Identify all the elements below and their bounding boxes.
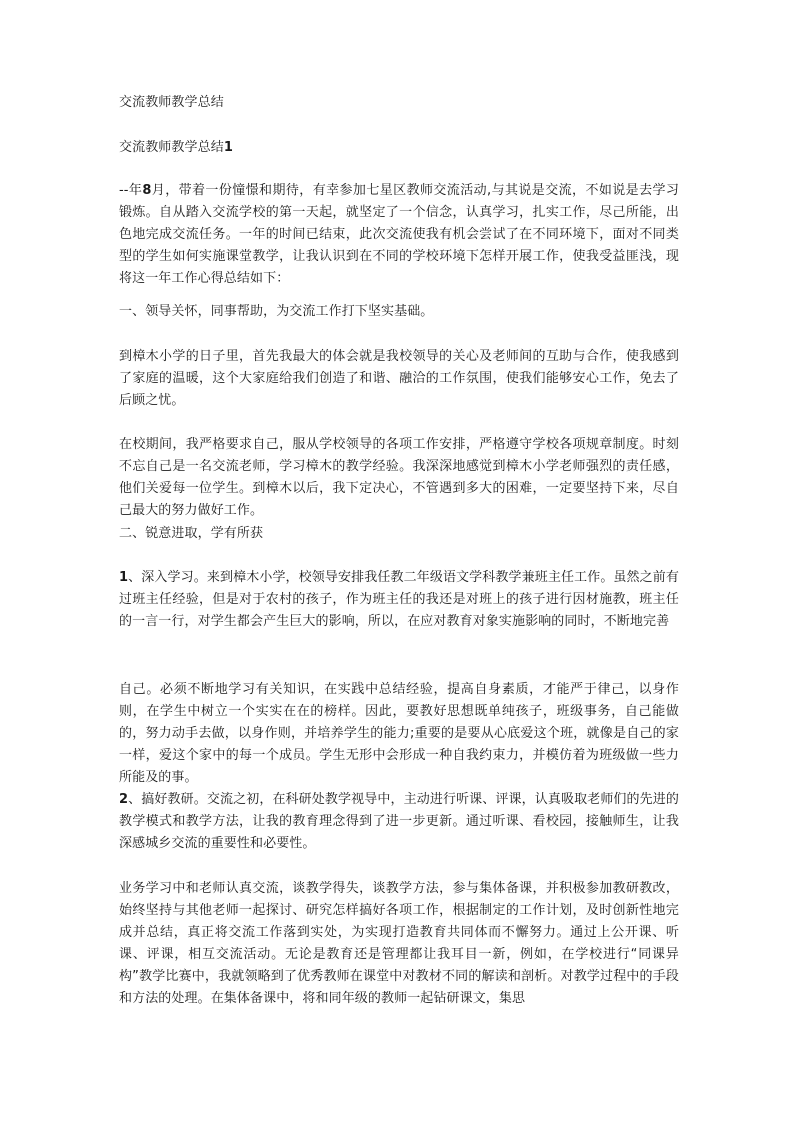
intro-paragraph xyxy=(119,180,679,290)
paragraph-self-improvement: 自己。必须不断地学习有关知识，在实践中总结经验，提高自身素质，才能严于律己，以身作则，在学生中树立一个实实在在的榜样。因此，要教好思想既单纯孩子，班级事务，自己能做的，努力动手去做，以身作则，并培养学生的能力;重要的是要从心底爱这个班，就像是自己的家一样，爱这个家中的每一个成员。学生无形中会形成一种自我约束力，并模仿着为班级做一些力所能及的事。 xyxy=(119,682,679,785)
item-number-2: 2 xyxy=(119,792,129,807)
paragraph-self-discipline: 在校期间，我严格要求自己，服从学校领导的各项工作安排，严格遵守学校各项规章制度。时刻不忘自己是一名交流老师，学习樟木的教学经验。我深深地感觉到樟木小学老师强烈的责任感，他们关爱每一位学生。到樟木以后，我下定决心，不管遇到多大的困难，一定要坚持下来，尽自己最大的努力做好工作。 xyxy=(119,437,679,518)
section-title xyxy=(119,137,679,159)
section-title-text: 交流教师教学总结 xyxy=(119,140,224,155)
intro-month-number: 8 xyxy=(142,183,152,198)
item-number-1: 1 xyxy=(119,570,129,585)
paragraph-professional-exchange: 业务学习中和老师认真交流，谈教学得失，谈教学方法，参与集体备课，并积极参加教研教改，始终坚持与其他老师一起探讨、研究怎样搞好各项工作，根据制定的工作计划，及时创新性地完成并总结，真正将交流工作落到实处，为实现打造教育共同体而不懈努力。通过上公开课、听课、评课，相互交流活动。无论是教育还是管理都让我耳目一新，例如，在学校进行“同课异构”教学比赛中，我就领略到了优秀教师在课堂中对教材不同的解读和剖析。对教学过程中的手段和方法的处理。在集体备课中，将和同年级的教师一起钻研课文，集思 xyxy=(119,881,679,1006)
intro-prefix: --年 xyxy=(119,183,143,198)
paragraph-teaching-research xyxy=(119,789,679,855)
intro-text: 月，带着一份憧憬和期待，有幸参加七星区教师交流活动,与其说是交流，不如说是去学习锻炼。自从踏入交流学校的第一天起，就坚定了一个信念，认真学习，扎实工作，尽己所能，出色地完成交流任务。一年的时间已结束，此次交流使我有机会尝试了在不同环境下，面对不同类型的学生如何实施课堂教学，让我认识到在不同的学校环境下怎样开展工作，使我受益匪浅，现将这一年工作心得总结如下： xyxy=(119,183,679,286)
section-title-number: 1 xyxy=(223,140,233,155)
deep-learning-text: 、深入学习。来到樟木小学，校领导安排我任教二年级语文学科教学兼班主任工作。虽然之前有过班主任经验，但是对于农村的孩子，作为班主任的我还是对班上的孩子进行因材施教，班主任的一言一行，对学生都会产生巨大的影响，所以，在应对教育对象实施影响的同时，不断地完善 xyxy=(119,570,679,629)
paragraph-deep-learning xyxy=(119,567,679,633)
teaching-research-text: 、搞好教研。交流之初，在科研处教学视导中，主动进行听课、评课，认真吸取老师们的先进的教学模式和教学方法，让我的教育理念得到了进一步更新。通过听课、看校园，接触师生，让我深感城乡交流的重要性和必要性。 xyxy=(119,792,679,851)
paragraph-leadership: 到樟木小学的日子里，首先我最大的体会就是我校领导的关心及老师间的互助与合作，使我感到了家庭的温暖，这个大家庭给我们创造了和谐、融洽的工作氛围，使我们能够安心工作，免去了后顾之忧。 xyxy=(119,349,679,408)
heading-one: 一、领导关怀，同事帮助，为交流工作打下坚实基础。 xyxy=(119,304,434,319)
heading-two: 二、锐意进取，学有所获 xyxy=(119,526,264,541)
document-title: 交流教师教学总结 xyxy=(119,95,224,110)
